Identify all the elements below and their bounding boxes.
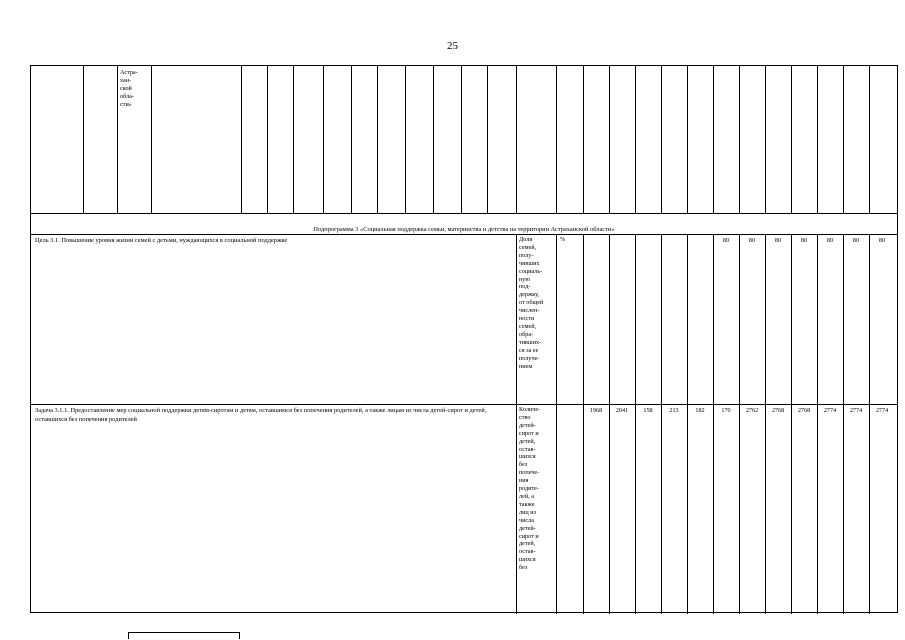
- column-divider: [869, 234, 870, 614]
- column-divider: [405, 66, 406, 213]
- column-divider: [713, 234, 714, 614]
- goal-label: Цель 3.1. Повышение уровня жизни семей с детьми, нуждающихся в социальной поддержке: [35, 237, 288, 244]
- column-divider: [635, 234, 636, 614]
- task-value-cell: 2774: [823, 407, 837, 414]
- task-label: Задача 3.1.1. Предоставление мер социальной поддержки детям-сиротам и детям, оставшимся без попечения родителей, а также лицам из числа детей-сирот и детей, оставшихся без попечения родителей: [35, 407, 487, 423]
- task-value-cell: 170: [721, 407, 731, 414]
- goal-value-cell: 80: [826, 237, 834, 244]
- column-divider: [765, 66, 766, 213]
- column-divider: [843, 66, 844, 213]
- task-value-cell: 2768: [797, 407, 811, 414]
- row-divider: [31, 404, 897, 405]
- row-divider: [31, 213, 897, 214]
- column-divider: [739, 66, 740, 213]
- column-divider: [765, 234, 766, 614]
- goal-value-cell: 80: [852, 237, 860, 244]
- column-divider: [583, 234, 584, 614]
- task-value-cell: 2774: [849, 407, 863, 414]
- column-divider: [635, 66, 636, 213]
- column-divider: [817, 66, 818, 213]
- column-divider: [843, 234, 844, 614]
- goal-value-cell: 80: [748, 237, 756, 244]
- goal-value-cell: 80: [774, 237, 782, 244]
- column-divider: [117, 66, 118, 213]
- task-indicator: Количе- ство детей- сирот и детей, остав- шихся без попече- ния родите- лей, а также лиц из числа детей- сирот и детей, остав- шихся без: [519, 406, 541, 572]
- column-divider: [687, 66, 688, 213]
- column-divider: [487, 66, 488, 213]
- column-divider: [817, 234, 818, 614]
- column-divider: [433, 66, 434, 213]
- page-fragment: [128, 632, 240, 639]
- column-divider: [869, 66, 870, 213]
- column-divider: [661, 66, 662, 213]
- subprogram-title: Подпрограмма 3 «Социальная поддержка семьи, материнства и детства на территории Астраханской области»: [313, 226, 615, 233]
- column-divider: [739, 234, 740, 614]
- column-divider: [241, 66, 242, 213]
- column-divider: [293, 66, 294, 213]
- region-cell: Астра- хан- ской обла- сти»: [120, 69, 138, 108]
- goal-value-cell: 80: [878, 237, 886, 244]
- task-value-cell: 2041: [615, 407, 629, 414]
- goal-value-cell: 80: [800, 237, 808, 244]
- column-divider: [377, 66, 378, 213]
- column-divider: [583, 66, 584, 213]
- task-value-cell: 2762: [745, 407, 759, 414]
- column-divider: [556, 234, 557, 614]
- goal-indicator: Доля семей, полу- чивших социаль- ную под- держку, от общей числен- ности семей, обра- тивших- ся за ее получе- нием: [519, 236, 544, 370]
- column-divider: [516, 234, 517, 614]
- page-number: 25: [447, 40, 458, 52]
- goal-value-cell: 80: [722, 237, 730, 244]
- column-divider: [791, 66, 792, 213]
- column-divider: [609, 66, 610, 213]
- column-divider: [151, 66, 152, 213]
- column-divider: [791, 234, 792, 614]
- column-divider: [461, 66, 462, 213]
- task-value-cell: 182: [695, 407, 705, 414]
- task-value-cell: 1968: [589, 407, 603, 414]
- column-divider: [556, 66, 557, 213]
- column-divider: [687, 234, 688, 614]
- task-value-cell: 2768: [771, 407, 785, 414]
- column-divider: [323, 66, 324, 213]
- column-divider: [713, 66, 714, 213]
- task-value-cell: 2774: [875, 407, 889, 414]
- data-table: [30, 65, 898, 613]
- column-divider: [661, 234, 662, 614]
- column-divider: [609, 234, 610, 614]
- column-divider: [516, 66, 517, 213]
- task-value-cell: 158: [643, 407, 653, 414]
- column-divider: [351, 66, 352, 213]
- row-divider: [31, 234, 897, 235]
- goal-unit: %: [560, 236, 566, 243]
- column-divider: [267, 66, 268, 213]
- column-divider: [83, 66, 84, 213]
- task-value-cell: 213: [669, 407, 679, 414]
